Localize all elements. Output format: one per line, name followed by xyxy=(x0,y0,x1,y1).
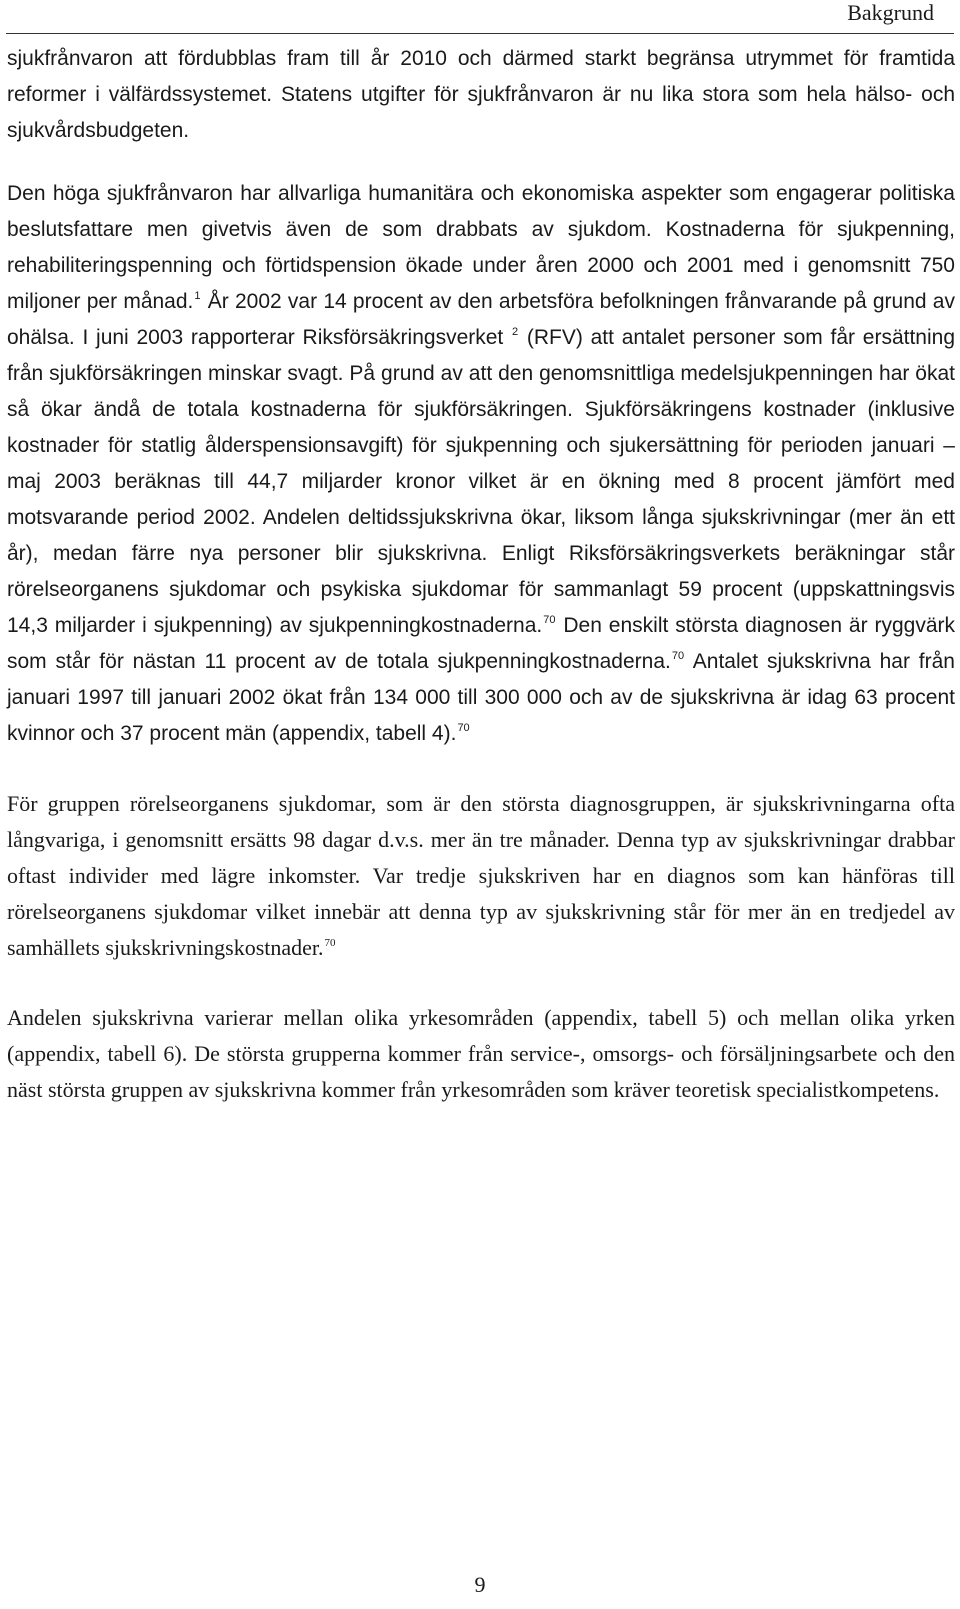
paragraph-3 xyxy=(7,786,955,966)
page-number: 9 xyxy=(474,1572,486,1597)
page-body xyxy=(7,41,955,1108)
header-rule xyxy=(6,33,954,34)
footnote-ref: 70 xyxy=(324,937,336,949)
footnote-ref: 70 xyxy=(671,650,685,662)
paragraph-2-text-b: År 2002 var 14 procent av den arbetsföra befolkningen frånvarande på grund av ohälsa. I juni 2003 rapporterar Riksförsäkringsverket xyxy=(7,290,955,349)
paragraph-3-text: För gruppen rörelseorganens sjukdomar, som är den största diagnosgruppen, är sjukskrivningarna ofta långvariga, i genomsnitt ersätts 98 dagar d.v.s. mer än tre månader. Denna typ av sjukskrivningar drabbar oftast individer med lägre inkomster. Var tredje sjukskriven har en diagnos som kan hänföras till rörelseorganens sjukdomar vilket innebär att denna typ av sjukskrivning står för mer än en tredjedel av samhällets sjukskrivningskostnader. xyxy=(7,791,955,960)
paragraph-2-text-a: Den höga sjukfrånvaron har allvarliga humanitära och ekonomiska aspekter som engagerar politiska beslutsfattare men givetvis även de som drabbats av sjukdom. Kostnaderna för sjukpenning, rehabiliteringspenning och förtidspension ökade under åren 2000 och 2001 med i genomsnitt 750 miljoner per månad. xyxy=(7,182,955,313)
footnote-ref: 1 xyxy=(194,290,201,302)
footnote-ref: 70 xyxy=(457,722,470,734)
paragraph-4: Andelen sjukskrivna varierar mellan olika yrkesområden (appendix, tabell 5) och mellan olika yrken (appendix, tabell 6). De största grupperna kommer från service-, omsorgs- och försäljningsarbete och den näst största gruppen av sjukskrivna kommer från yrkesområden som kräver teoretisk specialistkompetens. xyxy=(7,1005,955,1102)
running-header: Bakgrund xyxy=(847,0,934,25)
paragraph-2 xyxy=(7,176,955,752)
footnote-ref: 70 xyxy=(543,614,556,626)
paragraph-2-text-d: Den enskilt största diagnosen är ryggvärk som står för nästan 11 procent av de totala sjukpenningkostnaderna. xyxy=(7,614,955,673)
paragraph-2-text-c: (RFV) att antalet personer som får ersättning från sjukförsäkringen minskar svagt. På grund av att den genomsnittliga medelsjukpenningen har ökat så ökar ändå de totala kostnaderna för sjukförsäkringen. Sjukförsäkringens kostnader (inklusive kostnader för statlig ålderspensionsavgift) för sjukpenning och sjukersättning för perioden januari – maj 2003 beräknas till 44,7 miljarder kronor vilket är en ökning med 8 procent jämfört med motsvarande period 2002. Andelen deltidssjukskrivna ökar, liksom långa sjukskrivningar (mer än ett år), medan färre nya personer blir sjukskrivna. Enligt Riksförsäkringsverkets beräkningar står rörelseorganens sjukdomar och psykiska sjukdomar för sammanlagt 59 procent (uppskattningsvis 14,3 miljarder i sjukpenning) av sjukpenningkostnaderna. xyxy=(7,326,955,637)
footnote-ref: 2 xyxy=(512,326,519,338)
paragraph-1: sjukfrånvaron att fördubblas fram till år 2010 och därmed starkt begränsa utrymmet för framtida reformer i välfärdssystemet. Statens utgifter för sjukfrånvaron är nu lika stora som hela hälso- och sjukvårdsbudgeten. xyxy=(7,47,955,142)
paragraph-2-text-e: Antalet sjukskrivna har från januari 1997 till januari 2002 ökat från 134 000 till 300 000 och av de sjukskrivna är idag 63 procent kvinnor och 37 procent män (appendix, tabell 4). xyxy=(7,650,955,745)
